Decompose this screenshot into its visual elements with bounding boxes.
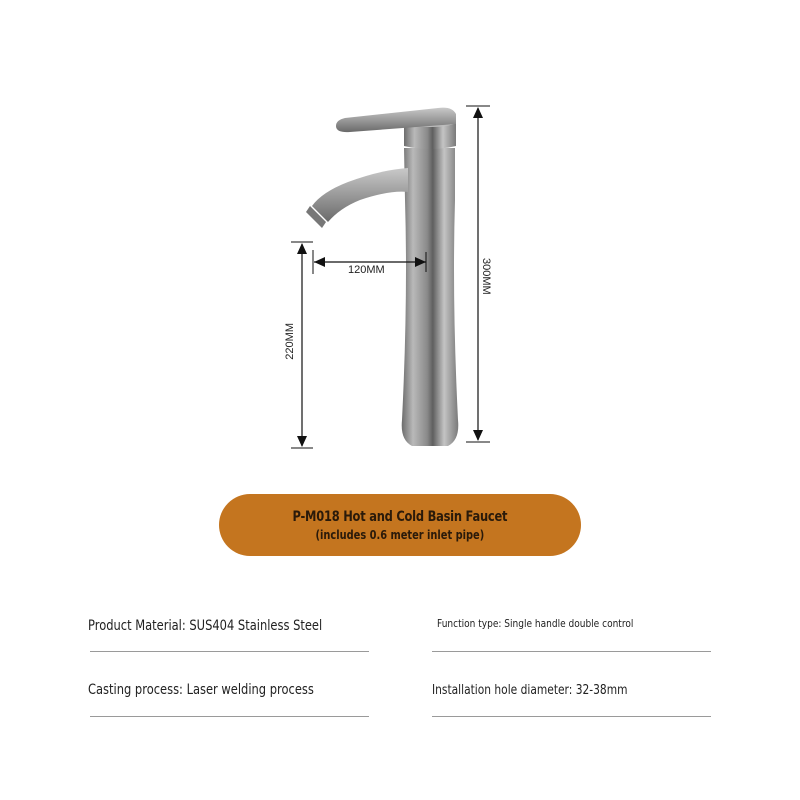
product-subtitle: (includes 0.6 meter inlet pipe)	[315, 527, 485, 542]
spec-divider	[90, 651, 369, 652]
spec-divider	[90, 716, 369, 717]
spec-divider	[432, 651, 711, 652]
spout-height-label: 220MM	[284, 323, 296, 360]
spec-material: Product Material: SUS404 Stainless Steel	[88, 618, 323, 634]
faucet-image	[280, 95, 500, 465]
spec-installation-hole: Installation hole diameter: 32-38mm	[432, 683, 628, 698]
total-height-label: 300MM	[480, 258, 492, 295]
spout-reach-label: 120MM	[348, 264, 385, 276]
spec-casting-process: Casting process: Laser welding process	[88, 682, 314, 698]
product-title: P-M018 Hot and Cold Basin Faucet	[292, 508, 508, 525]
spec-function-type: Function type: Single handle double control	[437, 617, 634, 630]
faucet-diagram	[280, 95, 500, 465]
product-title-banner	[219, 494, 581, 556]
spec-divider	[432, 716, 711, 717]
